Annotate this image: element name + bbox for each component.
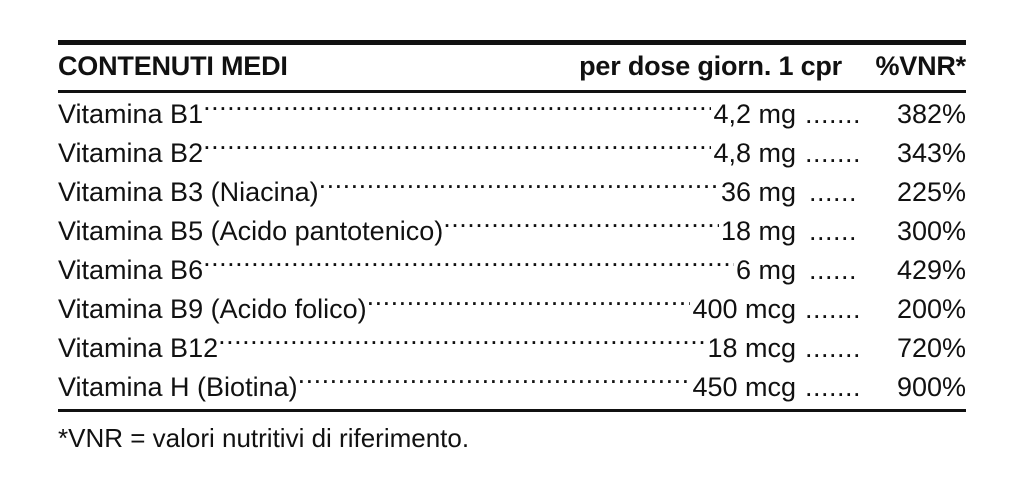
column-header-contents: CONTENUTI MEDI <box>58 51 288 81</box>
leader-dots-secondary: ....... <box>804 333 861 363</box>
leader-dots <box>298 369 691 396</box>
leader-dots <box>203 135 711 162</box>
nutrient-amount: 400 mcg <box>692 294 796 324</box>
nutrient-vnr: 720% <box>896 333 966 363</box>
nutrient-amount: 18 mcg <box>707 333 796 363</box>
nutrient-vnr: 200% <box>896 294 966 324</box>
nutrient-amount: 4,8 mg <box>713 138 796 168</box>
nutrient-name: Vitamina B1 <box>58 99 204 129</box>
nutrient-vnr: 900% <box>896 372 966 402</box>
nutrient-amount: 6 mg <box>735 255 796 285</box>
nutrient-vnr: 225% <box>896 177 966 207</box>
table-row <box>58 251 966 290</box>
leader-dots-secondary: ....... <box>804 294 861 324</box>
leader-dots <box>443 213 719 240</box>
nutrient-amount: 450 mcg <box>692 372 796 402</box>
table-row <box>58 95 966 134</box>
nutrient-name: Vitamina B5 (Acido pantotenico) <box>58 216 444 246</box>
nutrient-name: Vitamina H (Biotina) <box>58 372 298 402</box>
table-row <box>58 368 966 407</box>
column-header-vnr: %VNR* <box>875 51 966 81</box>
nutrient-amount: 18 mg <box>720 216 796 246</box>
leader-dots-secondary: ....... <box>804 99 861 129</box>
leader-dots-secondary: ....... <box>804 372 861 402</box>
nutrient-name: Vitamina B9 (Acido folico) <box>58 294 367 324</box>
leader-dots-secondary: ...... <box>808 177 857 207</box>
leader-dots <box>218 330 705 357</box>
nutrient-vnr: 429% <box>896 255 966 285</box>
nutrient-vnr: 343% <box>896 138 966 168</box>
table-row <box>58 290 966 329</box>
column-header-dose: per dose giorn. 1 cpr <box>579 51 842 81</box>
nutrient-name: Vitamina B2 <box>58 138 204 168</box>
leader-dots-secondary: ....... <box>804 138 861 168</box>
table-footnote: *VNR = valori nutritivi di riferimento. <box>58 423 470 453</box>
leader-dots <box>319 174 719 201</box>
nutrient-name: Vitamina B6 <box>58 255 204 285</box>
table-row <box>58 212 966 251</box>
nutrient-vnr: 300% <box>896 216 966 246</box>
leader-dots-secondary: ...... <box>808 255 857 285</box>
leader-dots-secondary: ...... <box>808 216 857 246</box>
table-body <box>58 93 966 407</box>
nutrient-vnr: 382% <box>896 99 966 129</box>
leader-dots <box>203 252 734 279</box>
table-header-row <box>58 45 966 86</box>
table-row <box>58 329 966 368</box>
nutrition-table <box>58 40 966 455</box>
table-row <box>58 173 966 212</box>
nutrient-name: Vitamina B3 (Niacina) <box>58 177 319 207</box>
table-row <box>58 134 966 173</box>
nutrient-amount: 36 mg <box>720 177 796 207</box>
leader-dots <box>203 96 711 123</box>
leader-dots <box>367 291 691 318</box>
nutrient-amount: 4,2 mg <box>713 99 796 129</box>
nutrient-name: Vitamina B12 <box>58 333 219 363</box>
